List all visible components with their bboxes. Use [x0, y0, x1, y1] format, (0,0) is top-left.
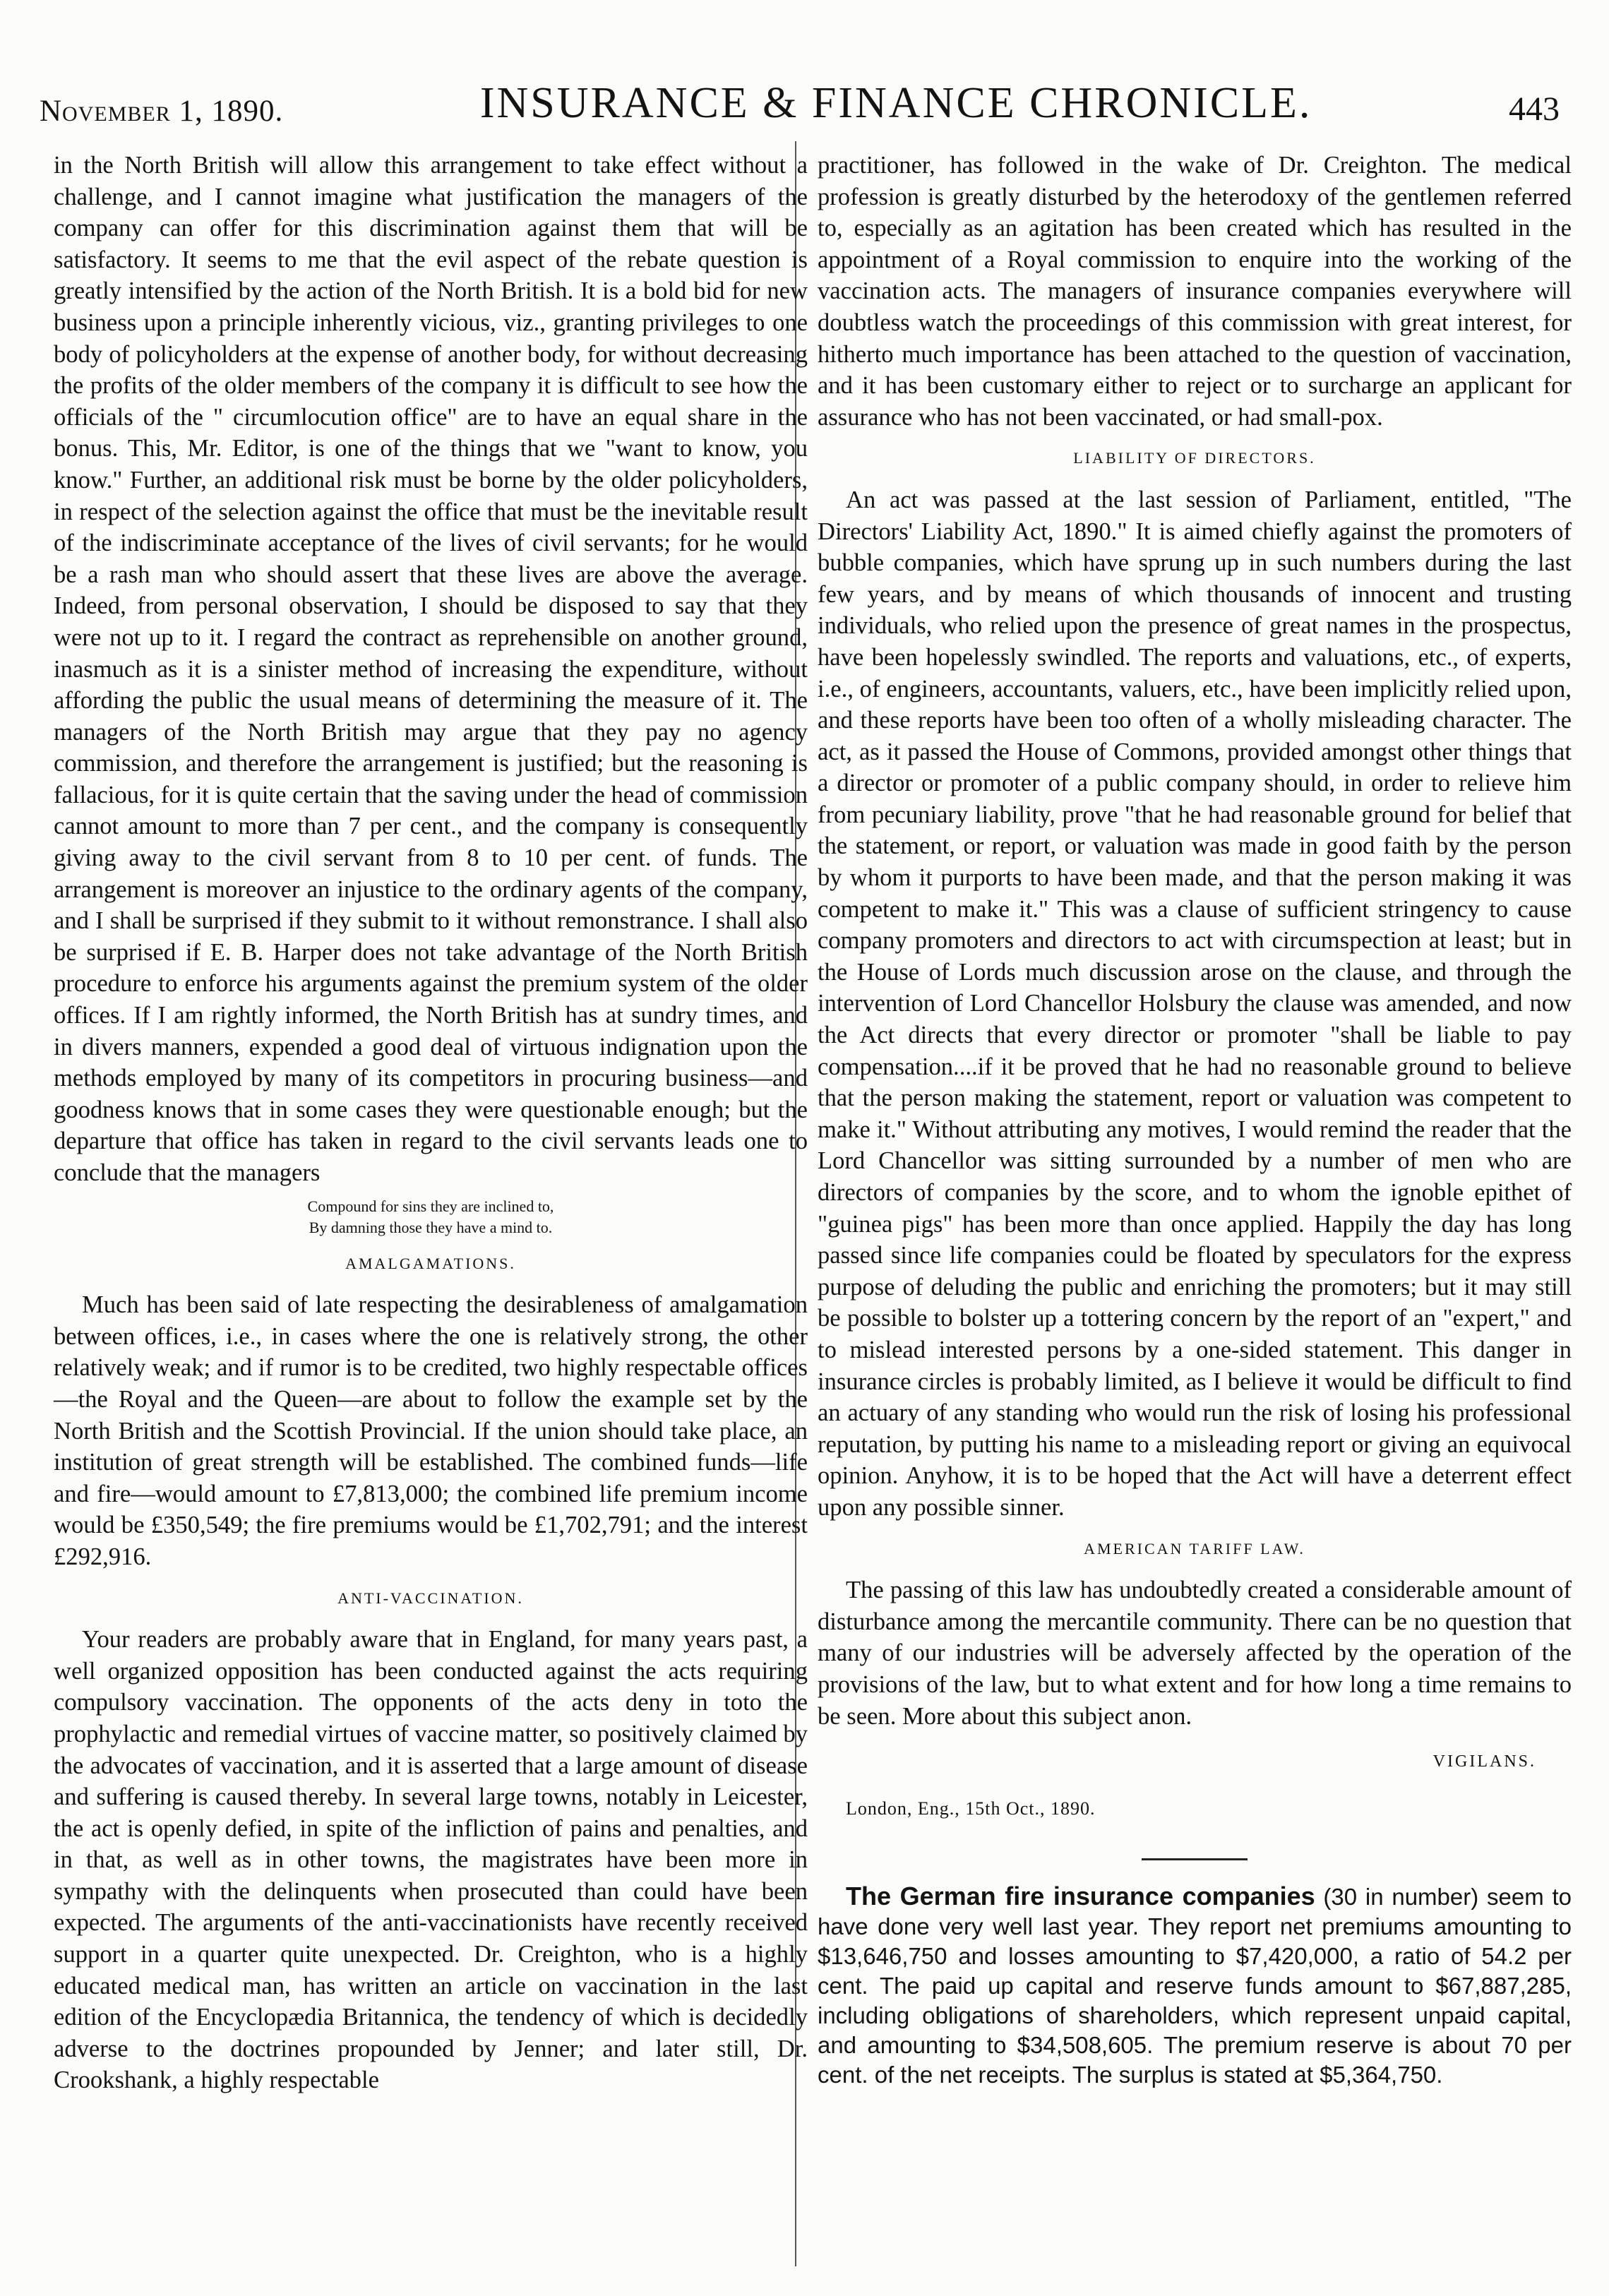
right-column: [818, 150, 1572, 2090]
verse-quotation: [54, 1196, 808, 1238]
german-fire-brief: [818, 1882, 1572, 2090]
liability-paragraph: An act was passed at the last session of Parliament, entitled, "The Directors' Liability Act, 1890." It is aimed chiefly against the promoters of bubble companies, which have sprung up in such numbers during the last few years, and by means of which thousands of innocent and trusting individuals, who relied upon the presence of great names in the prospectus, have been hopelessly swindled. The reports and valuations, etc., of experts, i.e., of engineers, accountants, valuers, etc., have been implicitly relied upon, and these reports have been too often of a wholly misleading character. The act, as it passed the House of Commons, provided amongst other things that a director or promoter of a public company should, in order to relieve him from pecuniary liability, prove "that he had reasonable ground for belief that the statement, or report, or valuation was made in good faith by the person by whom it purports to have been made, and that the person making it was competent to make it." This was a clause of sufficient stringency to cause company promoters and directors to act with circumspection at least; but in the House of Lords much discussion arose on the clause, and through the intervention of Lord Chancellor Holsbury the clause was amended, and now the Act directs that every director or promoter "shall be liable to pay compensation....if it be proved that he had no reasonable ground to believe that the person making the statement, report or valuation was competent to make it." Without attributing any motives, I would remind the reader that the Lord Chancellor was sitting surrounded by a number of men who are directors of companies by the score, and to whom the ignoble epithet of "guinea pigs" has been more than once applied. Happily the day has long passed since life companies could be floated by speculators for the express purpose of deluding the public and enriching the promoters; but it may still be possible to bolster up a tottering concern by the report of an "expert," and to mislead interested persons by a one-sided statement. This danger in insurance circles is probably limited, as I believe it would be difficult to find an actuary of any standing who would run the risk of losing his professional reputation, by putting his name to a misleading report or giving an equivocal opinion. Anyhow, it is to be hoped that the Act will have a deterrent effect upon any possible sinner.: [818, 486, 1572, 1521]
verse-line-2: By damning those they have a mind to.: [309, 1218, 553, 1236]
brief-body: (30 in number) seem to have done very well last year. They report net premiums amounting to $13,646,750 and losses amounting to $7,420,000, a ratio of 54.2 per cent. The paid up capital and reserve funds amount to $67,887,285, including obligations of shareholders, which represent unpaid capital, and amounting to $34,508,605. The premium reserve is about 70 per cent. of the net receipts. The surplus is stated at $5,364,750.: [818, 1884, 1572, 2088]
brief-lead: The German fire insurance companies: [846, 1882, 1315, 1911]
page-header: [40, 76, 1560, 128]
section-heading-amalgamations: AMALGAMATIONS.: [345, 1254, 516, 1272]
verse-line-1: Compound for sins they are inclined to,: [307, 1197, 554, 1215]
tariff-paragraph: The passing of this law has undoubtedly created a considerable amount of disturbance among the mercantile community. There can be no question that many of our industries will be adversely affected by the operation of the provisions of the law, but to what extent and for how long a time remains to be seen. More about this subject anon.: [818, 1577, 1572, 1730]
author-signature: VIGILANS.: [1432, 1752, 1536, 1771]
publication-title: INSURANCE & FINANCE CHRONICLE.: [479, 79, 1312, 127]
continued-paragraph: in the North British will allow this arrangement to take effect without a challenge, and I cannot imagine what justification the managers of the company can offer for this discrimination against them that will be satisfactory. It seems to me that the evil aspect of the rebate question is greatly intensified by the action of the North British. It is a bold bid for new business upon a principle inherently vicious, viz., granting privileges to one body of policyholders at the expense of another body, for without decreasing the profits of the older members of the company it is difficult to see how the officials of the " circumlocution office" are to have an equal share in the bonus. This, Mr. Editor, is one of the things that we "want to know, you know." Further, an additional risk must be borne by the older policyholders, in respect of the selection against the office that must be the inevitable result of the indiscriminate acceptance of the lives of civil servants; for he would be a rash man who should assert that these lives are above the average. Indeed, from personal observation, I should be disposed to say that they were not up to it. I regard the contract as reprehensible on another ground, inasmuch as it is a sinister method of increasing the expenditure, without affording the public the usual means of determining the measure of it. The managers of the North British may argue that they pay no agency commission, and therefore the arrangement is justified; but the reasoning is fallacious, for it is quite certain that the saving under the head of commission cannot amount to more than 7 per cent., and the company is consequently giving away to the civil servant from 8 to 10 per cent. of funds. The arrangement is moreover an injustice to the ordinary agents of the company, and I shall be surprised if they submit to it without remonstrance. I shall also be surprised if E. B. Harper does not take advantage of the North British procedure to enforce his arguments against the premium system of the older offices. If I am rightly informed, the North British has at sundry times, and in divers manners, expended a good deal of virtuous indignation upon the methods employed by many of its competitors in procuring business—and goodness knows that in some cases they were questionable enough; but the departure that office has taken in regard to the civil servants leads one to conclude that the managers: [54, 152, 808, 1186]
letter-dateline: London, Eng., 15th Oct., 1890.: [846, 1798, 1096, 1819]
amalgamations-paragraph: Much has been said of late respecting the desirableness of amalgamation between offices, i.e., in cases where the one is relatively strong, the other relatively weak; and if rumor is to be credited, two highly respectable offices—the Royal and the Queen—are about to follow the example set by the North British and the Scottish Provincial. If the union should take place, an institution of great strength will be established. The combined funds—life and fire—would amount to £7,813,000; the combined life premium income would be £350,549; the fire premiums would be £1,702,791; and the interest £292,916.: [54, 1291, 808, 1570]
issue-date: November 1, 1890.: [40, 95, 284, 128]
section-heading-liability: LIABILITY OF DIRECTORS.: [1073, 449, 1316, 467]
left-column: [54, 150, 808, 2096]
section-heading-anti-vaccination: ANTI-VACCINATION.: [337, 1589, 524, 1607]
page-number: 443: [1509, 90, 1560, 128]
anti-vaccination-paragraph: Your readers are probably aware that in England, for many years past, a well organized opposition has been conducted against the acts requiring compulsory vaccination. The opponents of the acts deny in toto the prophylactic and remedial virtues of vaccine matter, so positively claimed by the advocates of vaccination, and it is asserted that a large amount of disease and suffering is caused thereby. In several large towns, notably in Leicester, the act is openly defied, in spite of the infliction of pains and penalties, and in that, as well as in other towns, the magistrates have been more in sympathy with the delinquents when prosecuted than could have been expected. The arguments of the anti-vaccinationists have recently received support in a quarter quite unexpected. Dr. Creighton, who is a highly educated medical man, has written an article on vaccination in the last edition of the Encyclopædia Britannica, the tendency of which is decidedly adverse to the doctrines propounded by Jenner; and later still, Dr. Crookshank, a highly respectable: [54, 1626, 808, 2094]
section-heading-tariff: AMERICAN TARIFF LAW.: [1084, 1539, 1305, 1557]
section-rule: [1142, 1858, 1248, 1860]
continued-paragraph-right: practitioner, has followed in the wake of Dr. Creighton. The medical profession is greatly disturbed by the heterodoxy of the gentlemen referred to, especially as an agitation has been created which has resulted in the appointment of a Royal commission to enquire into the working of the vaccination acts. The managers of insurance companies everywhere will doubtless watch the proceedings of this commission with great interest, for hitherto much importance has been attached to the question of vaccination, and it has been customary either to reject or to surcharge an applicant for assurance who has not been vaccinated, or had small-pox.: [818, 152, 1572, 431]
